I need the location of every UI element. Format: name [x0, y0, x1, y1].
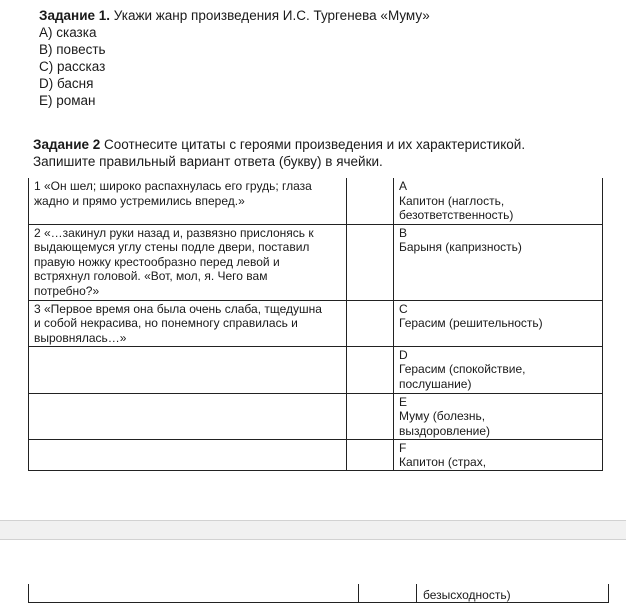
continued-table-border — [28, 584, 609, 602]
option-letter: F — [399, 440, 407, 455]
option-b: B) повесть — [39, 42, 106, 57]
quote-line: 3 «Первое время она была очень слаба, тщедушна — [34, 301, 322, 316]
option-cell — [394, 393, 603, 439]
option-c: C) рассказ — [39, 59, 106, 74]
answer-cell[interactable] — [347, 224, 394, 300]
quote-line: правую ножку крестообразно перед левой и — [34, 254, 280, 269]
quote-line: 2 «…закинул руки назад и, развязно прислонясь к — [34, 225, 314, 240]
task-2-question — [33, 136, 525, 153]
quote-cell — [29, 300, 347, 346]
quote-cell — [29, 393, 347, 439]
option-cell — [394, 300, 603, 346]
option-text: послушание) — [399, 376, 472, 391]
option-e: E) роман — [39, 93, 96, 108]
option-cell — [394, 224, 603, 300]
task-2 — [33, 136, 525, 170]
task-1-label: Задание 1. — [39, 8, 111, 23]
answer-cell[interactable] — [347, 439, 394, 470]
option-text: безответственность) — [399, 208, 514, 222]
option-text: Капитон (наглость, — [399, 193, 505, 208]
task-2-instruction: Запишите правильный вариант ответа (букву) в ячейки. — [33, 154, 383, 169]
page-break — [0, 520, 626, 540]
table-row — [29, 346, 603, 393]
option-text: Герасим (спокойствие, — [399, 362, 526, 376]
option-text: Капитон (страх, — [399, 455, 487, 469]
option-text: выздоровление) — [399, 423, 491, 438]
table-row — [29, 178, 603, 224]
quote-cell — [29, 439, 347, 470]
option-text: Герасим (решительность) — [399, 316, 543, 330]
table-row — [29, 300, 603, 346]
task-2-text: Соотнесите цитаты с героями произведения и их характеристикой. — [100, 137, 526, 152]
option-text: Муму (болезнь, — [399, 409, 486, 423]
quote-cell — [29, 178, 347, 224]
option-cell — [394, 439, 603, 470]
option-letter: B — [399, 225, 408, 240]
quote-line: встряхнул головой. «Вот, мол, я. Чего вам — [34, 269, 268, 283]
option-text: Барыня (капризность) — [399, 240, 522, 254]
option-letter: E — [399, 394, 408, 409]
quote-line: и собой некрасива, но понемногу справилась и — [34, 316, 298, 330]
option-d: D) басня — [39, 76, 94, 91]
quote-line: жадно и прямо устремились вперед.» — [34, 193, 245, 208]
continued-table-bottom — [28, 602, 609, 603]
option-cell — [394, 178, 603, 224]
answer-cell[interactable] — [347, 346, 394, 393]
quote-cell — [29, 224, 347, 300]
quote-line: выдающемуся углу стены подле двери, поставил — [34, 240, 310, 254]
matching-table — [28, 178, 603, 471]
option-letter: D — [399, 347, 408, 362]
answer-cell[interactable] — [347, 393, 394, 439]
task-1-text: Укажи жанр произведения И.С. Тургенева «Муму» — [110, 8, 430, 23]
continued-option-text: безысходность) — [423, 588, 511, 602]
answer-cell[interactable] — [347, 178, 394, 224]
task-1 — [39, 7, 430, 109]
task-2-label: Задание 2 — [33, 137, 101, 152]
option-letter: C — [399, 301, 408, 316]
quote-line: 1 «Он шел; широко распахнулась его грудь; глаза — [34, 179, 312, 193]
quote-cell — [29, 346, 347, 393]
option-cell — [394, 346, 603, 393]
answer-cell[interactable] — [347, 300, 394, 346]
table-row — [29, 393, 603, 439]
option-letter: A — [399, 179, 408, 193]
option-a: A) сказка — [39, 25, 97, 40]
task-1-question — [39, 7, 430, 24]
quote-line: потребно?» — [34, 283, 100, 298]
table-row — [29, 439, 603, 470]
quote-line: выровнялась…» — [34, 330, 127, 345]
table-row — [29, 224, 603, 300]
